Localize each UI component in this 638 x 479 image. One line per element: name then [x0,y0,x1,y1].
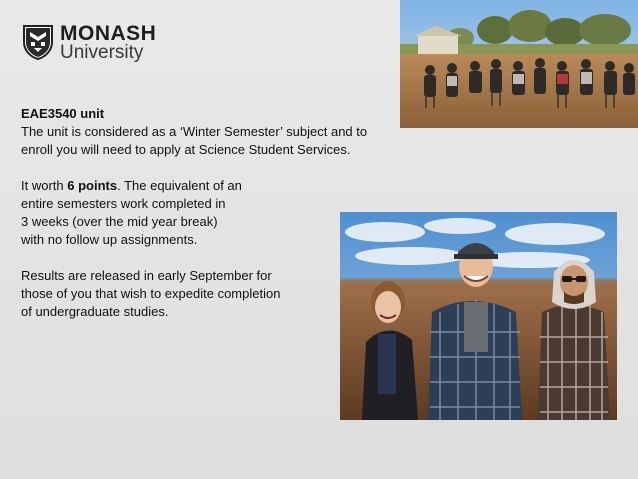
results-line-1: Results are released in early September for [21,268,272,283]
intro-paragraph [21,105,421,159]
worth-prefix: It worth [21,178,68,193]
worth-line-3: 3 weeks (over the mid year break) [21,214,218,229]
worth-line-4: with no follow up assignments. [21,232,198,247]
logo-wordmark-university: University [60,42,144,63]
outdoor-class-image [400,0,638,128]
worth-line-1 [21,177,421,195]
intro-line-2: enroll you will need to apply at Science Student Services. [21,142,351,157]
worth-line-2: entire semesters work completed in [21,196,226,211]
photo-field-trip-group [340,212,617,420]
unit-code-heading: EAE3540 unit [21,106,105,121]
worth-points: 6 points [67,178,118,193]
intro-line-1: The unit is considered as a ‘Winter Semester’ subject and to [21,124,368,139]
monash-logo [22,24,162,68]
monash-crest-icon [22,24,54,60]
field-trip-group-image [340,212,617,420]
results-line-2: those of you that wish to expedite completion [21,286,281,301]
results-line-3: of undergraduate studies. [21,304,169,319]
logo-wordmark-monash: MONASH [60,22,157,45]
photo-outdoor-class [400,0,638,128]
worth-suffix: . The equivalent of an [117,178,242,193]
